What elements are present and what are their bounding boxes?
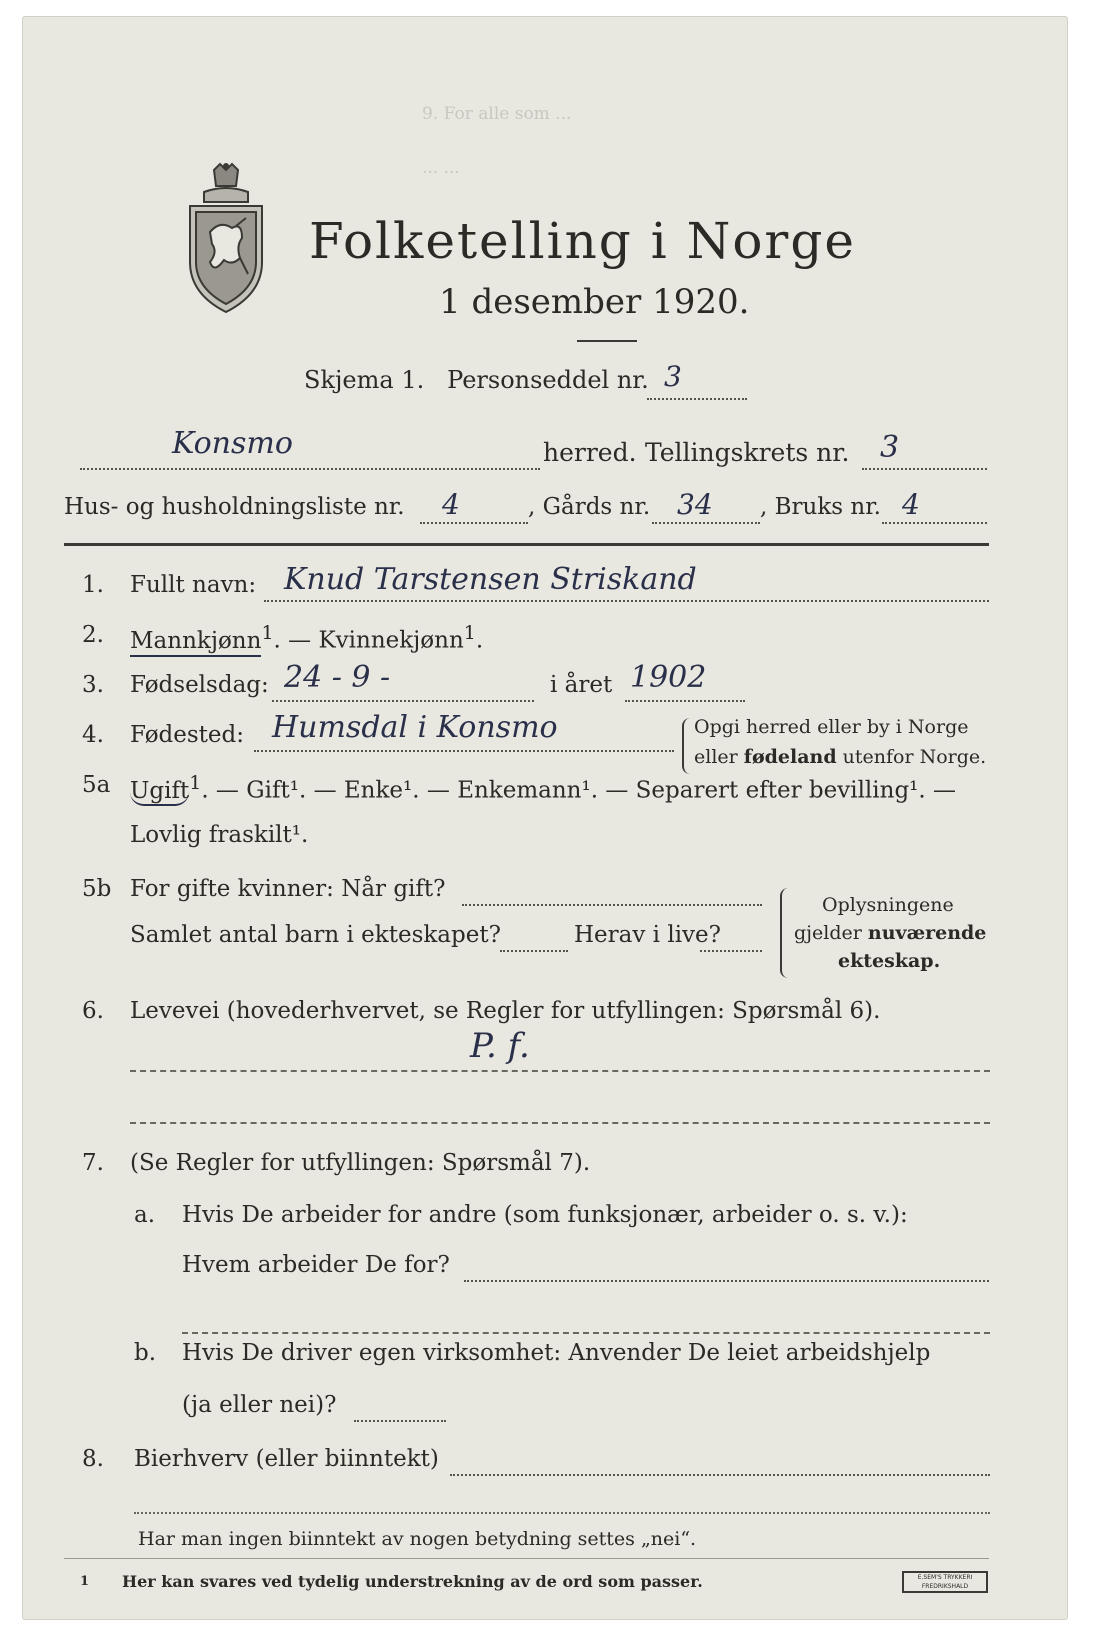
- birthplace-field[interactable]: [254, 750, 674, 752]
- q4-number: 4.: [82, 722, 104, 748]
- male-option[interactable]: [130, 628, 261, 657]
- birthday-field[interactable]: [272, 700, 534, 702]
- children-count-label: Samlet antal barn i ekteskapet?: [130, 922, 501, 948]
- birthplace-value: Humsdal i Konsmo: [272, 710, 558, 745]
- norwegian-lion-crest-icon: [184, 162, 268, 316]
- occupation-field-2[interactable]: [130, 1122, 990, 1124]
- footnote-number: 1: [80, 1574, 90, 1589]
- divorced-option[interactable]: Lovlig fraskilt¹.: [130, 822, 309, 848]
- marriage-note-brace: [780, 888, 788, 978]
- q3-label: Fødselsdag:: [130, 672, 269, 698]
- skjema-text: Skjema 1.: [304, 366, 425, 394]
- personseddel-value: 3: [664, 360, 682, 393]
- when-married-field[interactable]: [462, 904, 762, 906]
- year-label: i året: [550, 672, 613, 698]
- q5a-number: 5a: [82, 772, 111, 798]
- q1-number: 1.: [82, 572, 104, 598]
- q5b-number: 5b: [82, 876, 112, 902]
- marital-options-rest: . — Gift¹. — Enke¹. — Enkemann¹. — Separert efter bevilling¹. —: [201, 777, 957, 804]
- occupation-label: Levevei (hovederhvervet, se Regler for utfyllingen: Spørsmål 6).: [130, 998, 881, 1024]
- birthplace-note-line2: [694, 746, 986, 768]
- herred-label: herred.: [543, 438, 637, 467]
- q6-number: 6.: [82, 998, 104, 1024]
- note-text: utenfor Norge.: [836, 746, 987, 768]
- occupation-field[interactable]: [130, 1070, 990, 1072]
- page-title: Folketelling i Norge: [309, 212, 856, 270]
- employer-label: Hvem arbeider De for?: [182, 1252, 450, 1278]
- male-label: Mannkjønn: [130, 627, 262, 654]
- side-income-field[interactable]: [450, 1474, 990, 1476]
- husliste-label: Hus- og husholdningsliste nr.: [64, 494, 405, 520]
- unmarried-option[interactable]: Ugift: [130, 777, 190, 804]
- bruks-label: , Bruks nr.: [760, 494, 881, 520]
- note-text: gjelder: [794, 922, 868, 944]
- schema-label: [304, 366, 649, 394]
- census-date: 1 desember 1920.: [439, 282, 750, 322]
- q7-number: 7.: [82, 1150, 104, 1176]
- side-income-note: Har man ingen biinntekt av nogen betydning settes „nei“.: [138, 1528, 697, 1550]
- printer-stamp: E.SEM'S TRYKKERI FREDRIKSHALD: [902, 1571, 988, 1593]
- header-separator: [64, 543, 989, 546]
- separator: . —: [273, 627, 319, 654]
- children-alive-field[interactable]: [700, 950, 762, 952]
- footer-separator: [64, 1558, 989, 1559]
- q8-number: 8.: [82, 1446, 104, 1472]
- footnote-marker: 1: [189, 772, 202, 794]
- herred-field[interactable]: [80, 468, 540, 470]
- tellingskrets-field[interactable]: [862, 468, 987, 470]
- census-form-sheet: [22, 16, 1068, 1620]
- employer-field-2[interactable]: [182, 1332, 990, 1334]
- footnote-text: Her kan svares ved tydelig understrekning av de ord som passer.: [122, 1572, 703, 1591]
- side-income-field-2[interactable]: [134, 1512, 990, 1514]
- q2-number: 2.: [82, 622, 104, 648]
- marriage-note-line2: [794, 922, 986, 944]
- gards-field[interactable]: [652, 522, 760, 524]
- footnote-marker: 1: [463, 622, 476, 644]
- q1-label: Fullt navn:: [130, 572, 257, 598]
- q7a-number: a.: [134, 1202, 156, 1228]
- marriage-note-line3: ekteskap.: [838, 950, 941, 972]
- note-emphasis: fødeland: [743, 746, 837, 768]
- birthday-value: 24 - 9 -: [284, 660, 391, 695]
- q7a-label: Hvis De arbeider for andre (som funksjonær, arbeider o. s. v.):: [182, 1202, 908, 1228]
- tellingskrets-value: 3: [880, 430, 900, 465]
- occupation-value: P. f.: [470, 1026, 530, 1066]
- q3-number: 3.: [82, 672, 104, 698]
- birth-year-field[interactable]: [625, 700, 745, 702]
- husliste-value: 4: [442, 488, 460, 521]
- birthplace-note-line1: Opgi herred eller by i Norge: [694, 716, 969, 738]
- personseddel-field[interactable]: [647, 398, 747, 400]
- hired-help-field[interactable]: [354, 1420, 446, 1422]
- marriage-note-line1: Oplysningene: [822, 894, 954, 916]
- bruks-value: 4: [902, 488, 920, 521]
- tellingskrets-label: Tellingskrets nr.: [645, 438, 850, 467]
- note-text: eller: [694, 746, 744, 768]
- q7b-number: b.: [134, 1340, 157, 1366]
- q7-label: (Se Regler for utfyllingen: Spørsmål 7).: [130, 1150, 591, 1176]
- marital-status-options: [130, 772, 956, 804]
- personseddel-label: Personseddel nr.: [447, 366, 649, 394]
- separator: .: [475, 627, 484, 654]
- q4-label: Fødested:: [130, 722, 245, 748]
- footnote-marker: 1: [261, 622, 274, 644]
- full-name-value: Knud Tarstensen Striskand: [284, 562, 697, 597]
- female-option[interactable]: Kvinnekjønn: [318, 627, 464, 654]
- gards-label: , Gårds nr.: [528, 494, 651, 520]
- children-alive-label: Herav i live?: [574, 922, 721, 948]
- employer-field[interactable]: [464, 1280, 989, 1282]
- birth-year-value: 1902: [630, 660, 707, 695]
- bleed-through-text: 9. For alle som ...: [422, 104, 572, 124]
- q7b-label: Hvis De driver egen virksomhet: Anvender De leiet arbeidshjelp: [182, 1340, 931, 1366]
- note-emphasis: nuværende: [867, 922, 987, 944]
- side-income-label: Bierhverv (eller biinntekt): [134, 1446, 439, 1472]
- when-married-label: For gifte kvinner: Når gift?: [130, 876, 446, 902]
- gards-value: 34: [677, 488, 713, 521]
- hired-help-label: (ja eller nei)?: [182, 1392, 337, 1418]
- gender-options: [130, 622, 483, 654]
- full-name-field[interactable]: [264, 600, 989, 602]
- husliste-field[interactable]: [420, 522, 528, 524]
- bruks-field[interactable]: [882, 522, 987, 524]
- title-divider: [577, 340, 637, 342]
- herred-value: Konsmo: [172, 426, 293, 461]
- bleed-through-text: ... ...: [422, 158, 460, 178]
- children-count-field[interactable]: [500, 950, 568, 952]
- birthplace-note-brace: [682, 718, 690, 774]
